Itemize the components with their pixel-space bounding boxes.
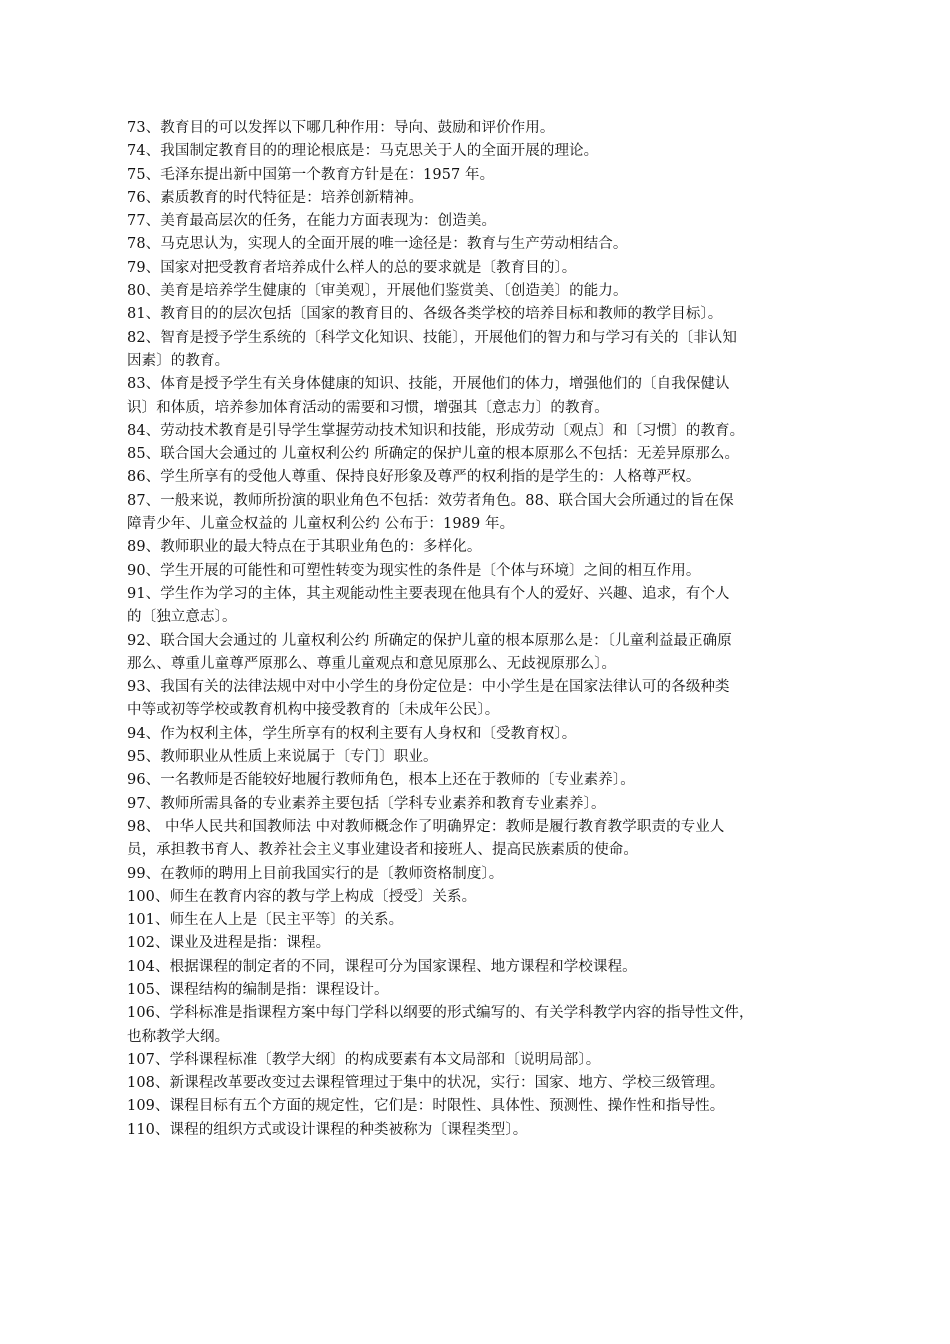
text-line: 106、学科标准是指课程方案中每门学科以纲要的形式编写的、有关学科教学内容的指导性文件， — [127, 1005, 754, 1022]
text-line: 101、师生在人上是〔民主平等〕的关系。 — [127, 912, 404, 929]
text-line: 那么、尊重儿童尊严原那么、尊重儿童观点和意见原那么、无歧视原那么〕。 — [127, 655, 617, 672]
text-line: 73、教育目的可以发挥以下哪几种作用：导向、鼓励和评价作用。 — [127, 120, 555, 136]
text-line: 92、联合国大会通过的 儿童权利公约 所确定的保护儿童的根本原那么是：〔儿童利益最正确原 — [127, 632, 732, 649]
text-line: 110、课程的组织方式或设计课程的种类被称为〔课程类型〕。 — [127, 1121, 528, 1138]
text-line: 74、我国制定教育目的的理论根底是：马克思关于人的全面开展的理论。 — [127, 143, 599, 160]
text-line: 84、劳动技术教育是引导学生掌握劳动技术知识和技能，形成劳动〔观点〕和〔习惯〕的教育。 — [127, 422, 745, 439]
text-line: 97、教师所需具备的专业素养主要包括〔学科专业素养和教育专业素养〕。 — [127, 795, 606, 812]
text-line: 识〕和体质，培养参加体育活动的需要和习惯，增强其〔意志力〕的教育。 — [127, 399, 609, 416]
text-line: 因素〕的教育。 — [127, 352, 230, 369]
text-line: 82、智育是授予学生系统的〔科学文化知识、技能〕，开展他们的智力和与学习有关的〔非认知 — [127, 329, 737, 346]
text-line: 员，承担教书育人、教养社会主义事业建设者和接班人、提高民族素质的使命。 — [127, 842, 638, 859]
text-line: 98、 中华人民共和国教师法 中对教师概念作了明确界定：教师是履行教育教学职责的专业人 — [127, 818, 725, 835]
text-line: 89、教师职业的最大特点在于其职业角色的：多样化。 — [127, 539, 482, 556]
text-line: 障青少年、儿童佥权益的 儿童权利公约 公布于：1989 年。 — [127, 516, 515, 533]
text-line: 76、素质教育的时代特征是：培养创新精神。 — [127, 189, 424, 206]
text-line: 108、新课程改革要改变过去课程管理过于集中的状况，实行：国家、地方、学校三级管理。 — [127, 1075, 725, 1092]
text-line: 104、根据课程的制定者的不同，课程可分为国家课程、地方课程和学校课程。 — [127, 958, 637, 975]
text-line: 99、在教师的聘用上目前我国实行的是〔教师资格制度〕。 — [127, 865, 504, 882]
text-line: 85、联合国大会通过的 儿童权利公约 所确定的保护儿童的根本原那么不包括：无差异原那么。 — [127, 446, 740, 463]
text-line: 94、作为权利主体，学生所享有的权利主要有人身权和〔受教育权〕。 — [127, 725, 577, 742]
text-line: 107、学科课程标准〔教学大纲〕的构成要素有本文局部和〔说明局部〕。 — [127, 1051, 601, 1068]
text-line: 79、国家对把受教育者培养成什么样人的总的要求就是〔教育目的〕。 — [127, 259, 577, 276]
text-line: 91、学生作为学习的主体，其主观能动性主要表现在他具有个人的爱好、兴趣、追求，有个人 — [127, 585, 730, 602]
text-line: 100、师生在教育内容的教与学上构成〔授受〕关系。 — [127, 888, 477, 905]
text-line: 77、美育最高层次的任务，在能力方面表现为：创造美。 — [127, 213, 497, 230]
text-line: 102、课业及进程是指：课程。 — [127, 935, 331, 952]
text-line: 中等或初等学校或教育机构中接受教育的〔未成年公民〕。 — [127, 702, 500, 719]
document-page — [127, 117, 823, 1142]
text-line: 也称教学大纲。 — [127, 1028, 230, 1045]
text-line: 78、马克思认为，实现人的全面开展的唯一途径是：教育与生产劳动相结合。 — [127, 236, 628, 253]
text-line: 105、课程结构的编制是指：课程设计。 — [127, 981, 389, 998]
text-line: 的〔独立意志〕。 — [127, 609, 237, 626]
text-line: 81、教育目的的层次包括〔国家的教育目的、各级各类学校的培养目标和教师的教学目标〕。 — [127, 306, 723, 323]
text-line: 80、美育是培养学生健康的〔审美观〕，开展他们鉴赏美、〔创造美〕的能力。 — [127, 283, 628, 300]
text-line: 75、毛泽东提出新中国第一个教育方针是在：1957 年。 — [127, 166, 495, 183]
text-line: 95、教师职业从性质上来说属于〔专门〕职业。 — [127, 749, 438, 766]
text-line: 109、课程目标有五个方面的规定性，它们是：时限性、具体性、预测性、操作性和指导性。 — [127, 1098, 725, 1115]
text-line: 93、我国有关的法律法规中对中小学生的身份定位是：中小学生是在国家法律认可的各级种类 — [127, 679, 730, 696]
text-line: 90、学生开展的可能性和可塑性转变为现实性的条件是〔个体与环境〕之间的相互作用。 — [127, 562, 701, 579]
text-line: 87、一般来说，教师所扮演的职业角色不包括：效劳者角色。88、联合国大会所通过的旨在保 — [127, 492, 734, 509]
text-line: 83、体育是授予学生有关身体健康的知识、技能，开展他们的体力，增强他们的〔自我保健认 — [127, 376, 730, 393]
text-line: 96、一名教师是否能较好地履行教师角色，根本上还在于教师的〔专业素养〕。 — [127, 772, 635, 789]
text-line: 86、学生所享有的受他人尊重、保持良好形象及尊严的权利指的是学生的：人格尊严权。 — [127, 469, 701, 486]
